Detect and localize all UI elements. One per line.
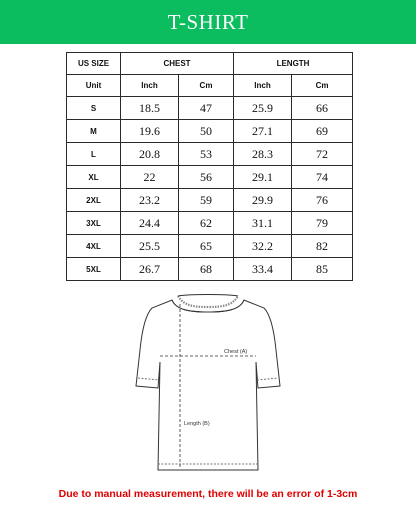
unit-length-inch: Inch [234,75,292,97]
table-row [67,212,353,235]
size-label: 4XL [67,235,121,258]
size-value: 66 [292,97,353,120]
size-value: 25.9 [234,97,292,120]
size-value: 47 [179,97,234,120]
size-value: 26.7 [121,258,179,281]
size-value: 28.3 [234,143,292,166]
measurement-note: Due to manual measurement, there will be an error of 1-3cm [58,488,358,500]
size-value: 19.6 [121,120,179,143]
size-label: XL [67,166,121,189]
size-label: S [67,97,121,120]
size-value: 85 [292,258,353,281]
size-value: 29.1 [234,166,292,189]
table-row [67,97,353,120]
size-value: 33.4 [234,258,292,281]
tshirt-diagram [118,290,298,480]
header-length: LENGTH [234,53,353,75]
title-banner [0,0,416,44]
size-label: 2XL [67,189,121,212]
size-chart [66,52,353,281]
table-row [67,166,353,189]
size-value: 22 [121,166,179,189]
page-title: T-SHIRT [167,9,249,34]
size-value: 65 [179,235,234,258]
table-row [67,189,353,212]
table-unit-row [67,75,353,97]
size-value: 27.1 [234,120,292,143]
size-value: 50 [179,120,234,143]
header-chest: CHEST [121,53,234,75]
size-value: 23.2 [121,189,179,212]
size-value: 25.5 [121,235,179,258]
unit-chest-cm: Cm [179,75,234,97]
size-value: 20.8 [121,143,179,166]
size-value: 31.1 [234,212,292,235]
size-value: 72 [292,143,353,166]
table-row [67,258,353,281]
size-value: 62 [179,212,234,235]
table-row [67,235,353,258]
table-row [67,143,353,166]
size-label: L [67,143,121,166]
size-value: 18.5 [121,97,179,120]
length-label: Length (B) [184,421,210,427]
size-value: 79 [292,212,353,235]
size-table [66,52,353,281]
size-value: 24.4 [121,212,179,235]
table-row [67,120,353,143]
size-label: 3XL [67,212,121,235]
size-label: 5XL [67,258,121,281]
size-value: 68 [179,258,234,281]
size-value: 59 [179,189,234,212]
header-us-size: US SIZE [67,53,121,75]
chest-label: Chest (A) [224,349,248,355]
unit-chest-inch: Inch [121,75,179,97]
size-value: 69 [292,120,353,143]
size-value: 76 [292,189,353,212]
size-value: 74 [292,166,353,189]
size-value: 32.2 [234,235,292,258]
size-value: 56 [179,166,234,189]
unit-length-cm: Cm [292,75,353,97]
size-value: 82 [292,235,353,258]
table-header-row [67,53,353,75]
unit-label: Unit [67,75,121,97]
size-value: 53 [179,143,234,166]
size-value: 29.9 [234,189,292,212]
size-label: M [67,120,121,143]
